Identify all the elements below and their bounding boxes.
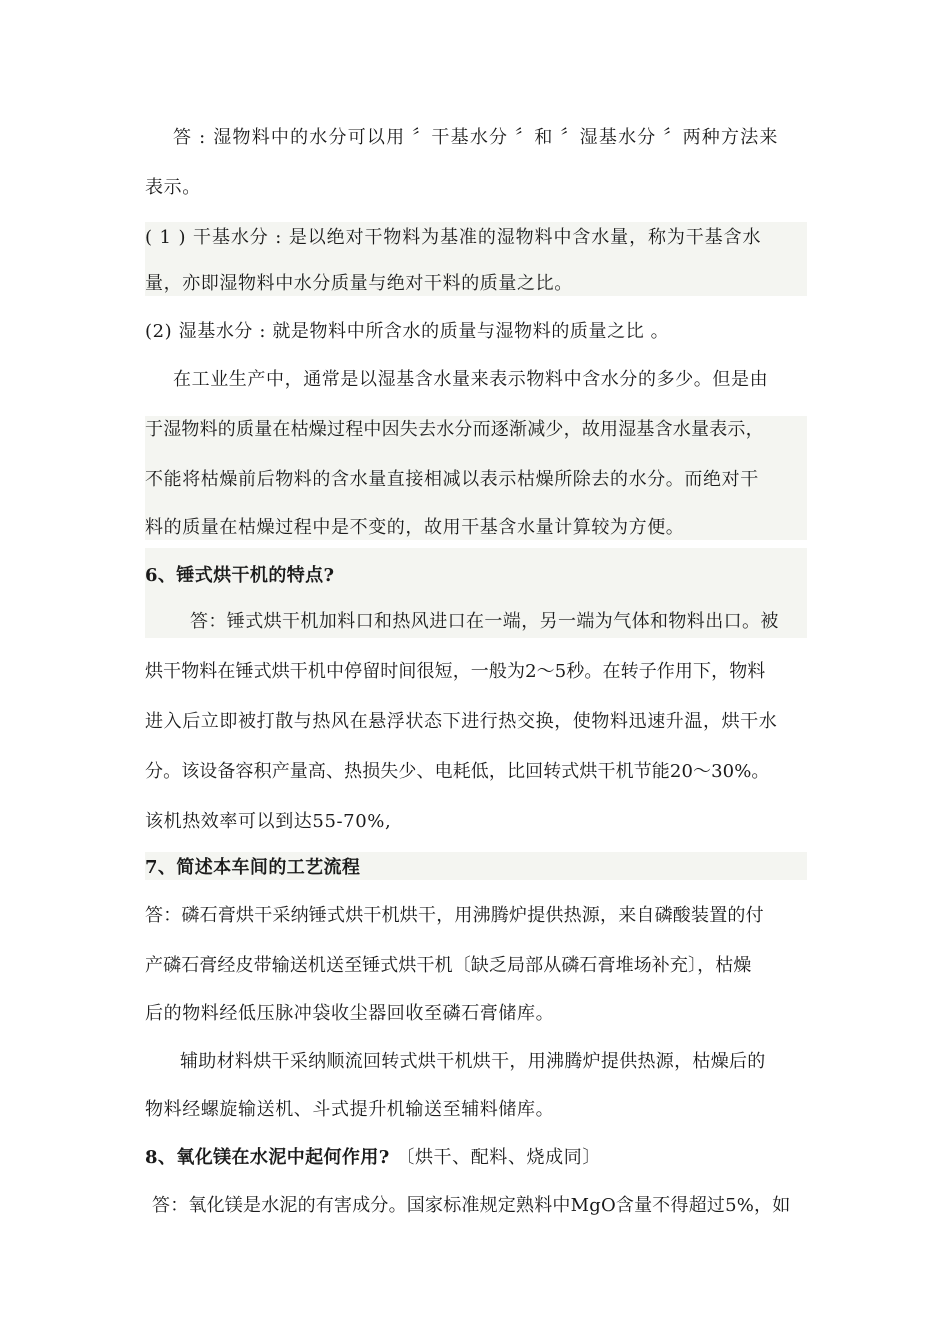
answer-line: 表示。 xyxy=(145,177,201,198)
question-heading: 7、简述本车间的工艺流程 xyxy=(145,857,361,878)
answer-line: 量，亦即湿物料中水分质量与绝对干料的质量之比。 xyxy=(145,273,573,294)
answer-line: 答：锤式烘干机加料口和热风进口在一端，另一端为气体和物料出口。被 xyxy=(190,611,779,632)
answer-line: 产磷石膏经皮带输送机送至锤式烘干机〔缺乏局部从磷石膏堆场补充〕，枯燥 xyxy=(145,955,752,976)
answer-line: ( 1 ) 干基水分 : 是以绝对干物料为基准的湿物料中含水量，称为干基含水 xyxy=(145,227,762,248)
answer-line: 后的物料经低压脉冲袋收尘器回收至磷石膏储库。 xyxy=(145,1003,555,1024)
question-line xyxy=(145,1146,807,1170)
answer-line: 答 : 湿物料中的水分可以用 〞干基水分 〞和 〞湿基水分 〞两种方法来 xyxy=(173,127,779,148)
paragraph-line: 物料经螺旋输送机、斗式提升机输送至辅料储库。 xyxy=(145,1099,555,1120)
answer-line: 该机热效率可以到达55-70%, xyxy=(145,811,392,832)
answer-line: 进入后立即被打散与热风在悬浮状态下进行热交换，使物料迅速升温，烘干水 xyxy=(145,711,778,732)
paragraph-line: 辅助材料烘干采纳顺流回转式烘干机烘干，用沸腾炉提供热源，枯燥后的 xyxy=(180,1051,766,1072)
answer-line: 烘干物料在锤式烘干机中停留时间很短，一般为2～5秒。在转子作用下，物料 xyxy=(145,661,766,682)
answer-line: 分。该设备容积产量高、热损失少、电耗低，比回转式烘干机节能20～30%。 xyxy=(145,761,770,782)
paragraph-line: 料的质量在枯燥过程中是不变的，故用干基含水量计算较为方便。 xyxy=(145,517,685,538)
answer-line: 答：氧化镁是水泥的有害成分。国家标准规定熟料中MgO含量不得超过5%，如 xyxy=(152,1195,791,1216)
answer-line: 答：磷石膏烘干采纳锤式烘干机烘干，用沸腾炉提供热源，来自磷酸装置的付 xyxy=(145,905,764,926)
question-heading: 8、氧化镁在水泥中起何作用? xyxy=(145,1147,397,1168)
paragraph-line: 不能将枯燥前后物料的含水量直接相减以表示枯燥所除去的水分。而绝对干 xyxy=(145,469,759,490)
paragraph-line: 在工业生产中，通常是以湿基含水量来表示物料中含水分的多少。但是由 xyxy=(173,369,769,390)
question-heading: 6、锤式烘干机的特点? xyxy=(145,565,335,586)
answer-line: (2) 湿基水分 : 就是物料中所含水的质量与湿物料的质量之比 。 xyxy=(145,321,670,342)
question-note: 〔烘干、配料、烧成同〕 xyxy=(396,1147,601,1168)
paragraph-line: 于湿物料的质量在枯燥过程中因失去水分而逐渐减少，故用湿基含水量表示， xyxy=(145,419,764,440)
